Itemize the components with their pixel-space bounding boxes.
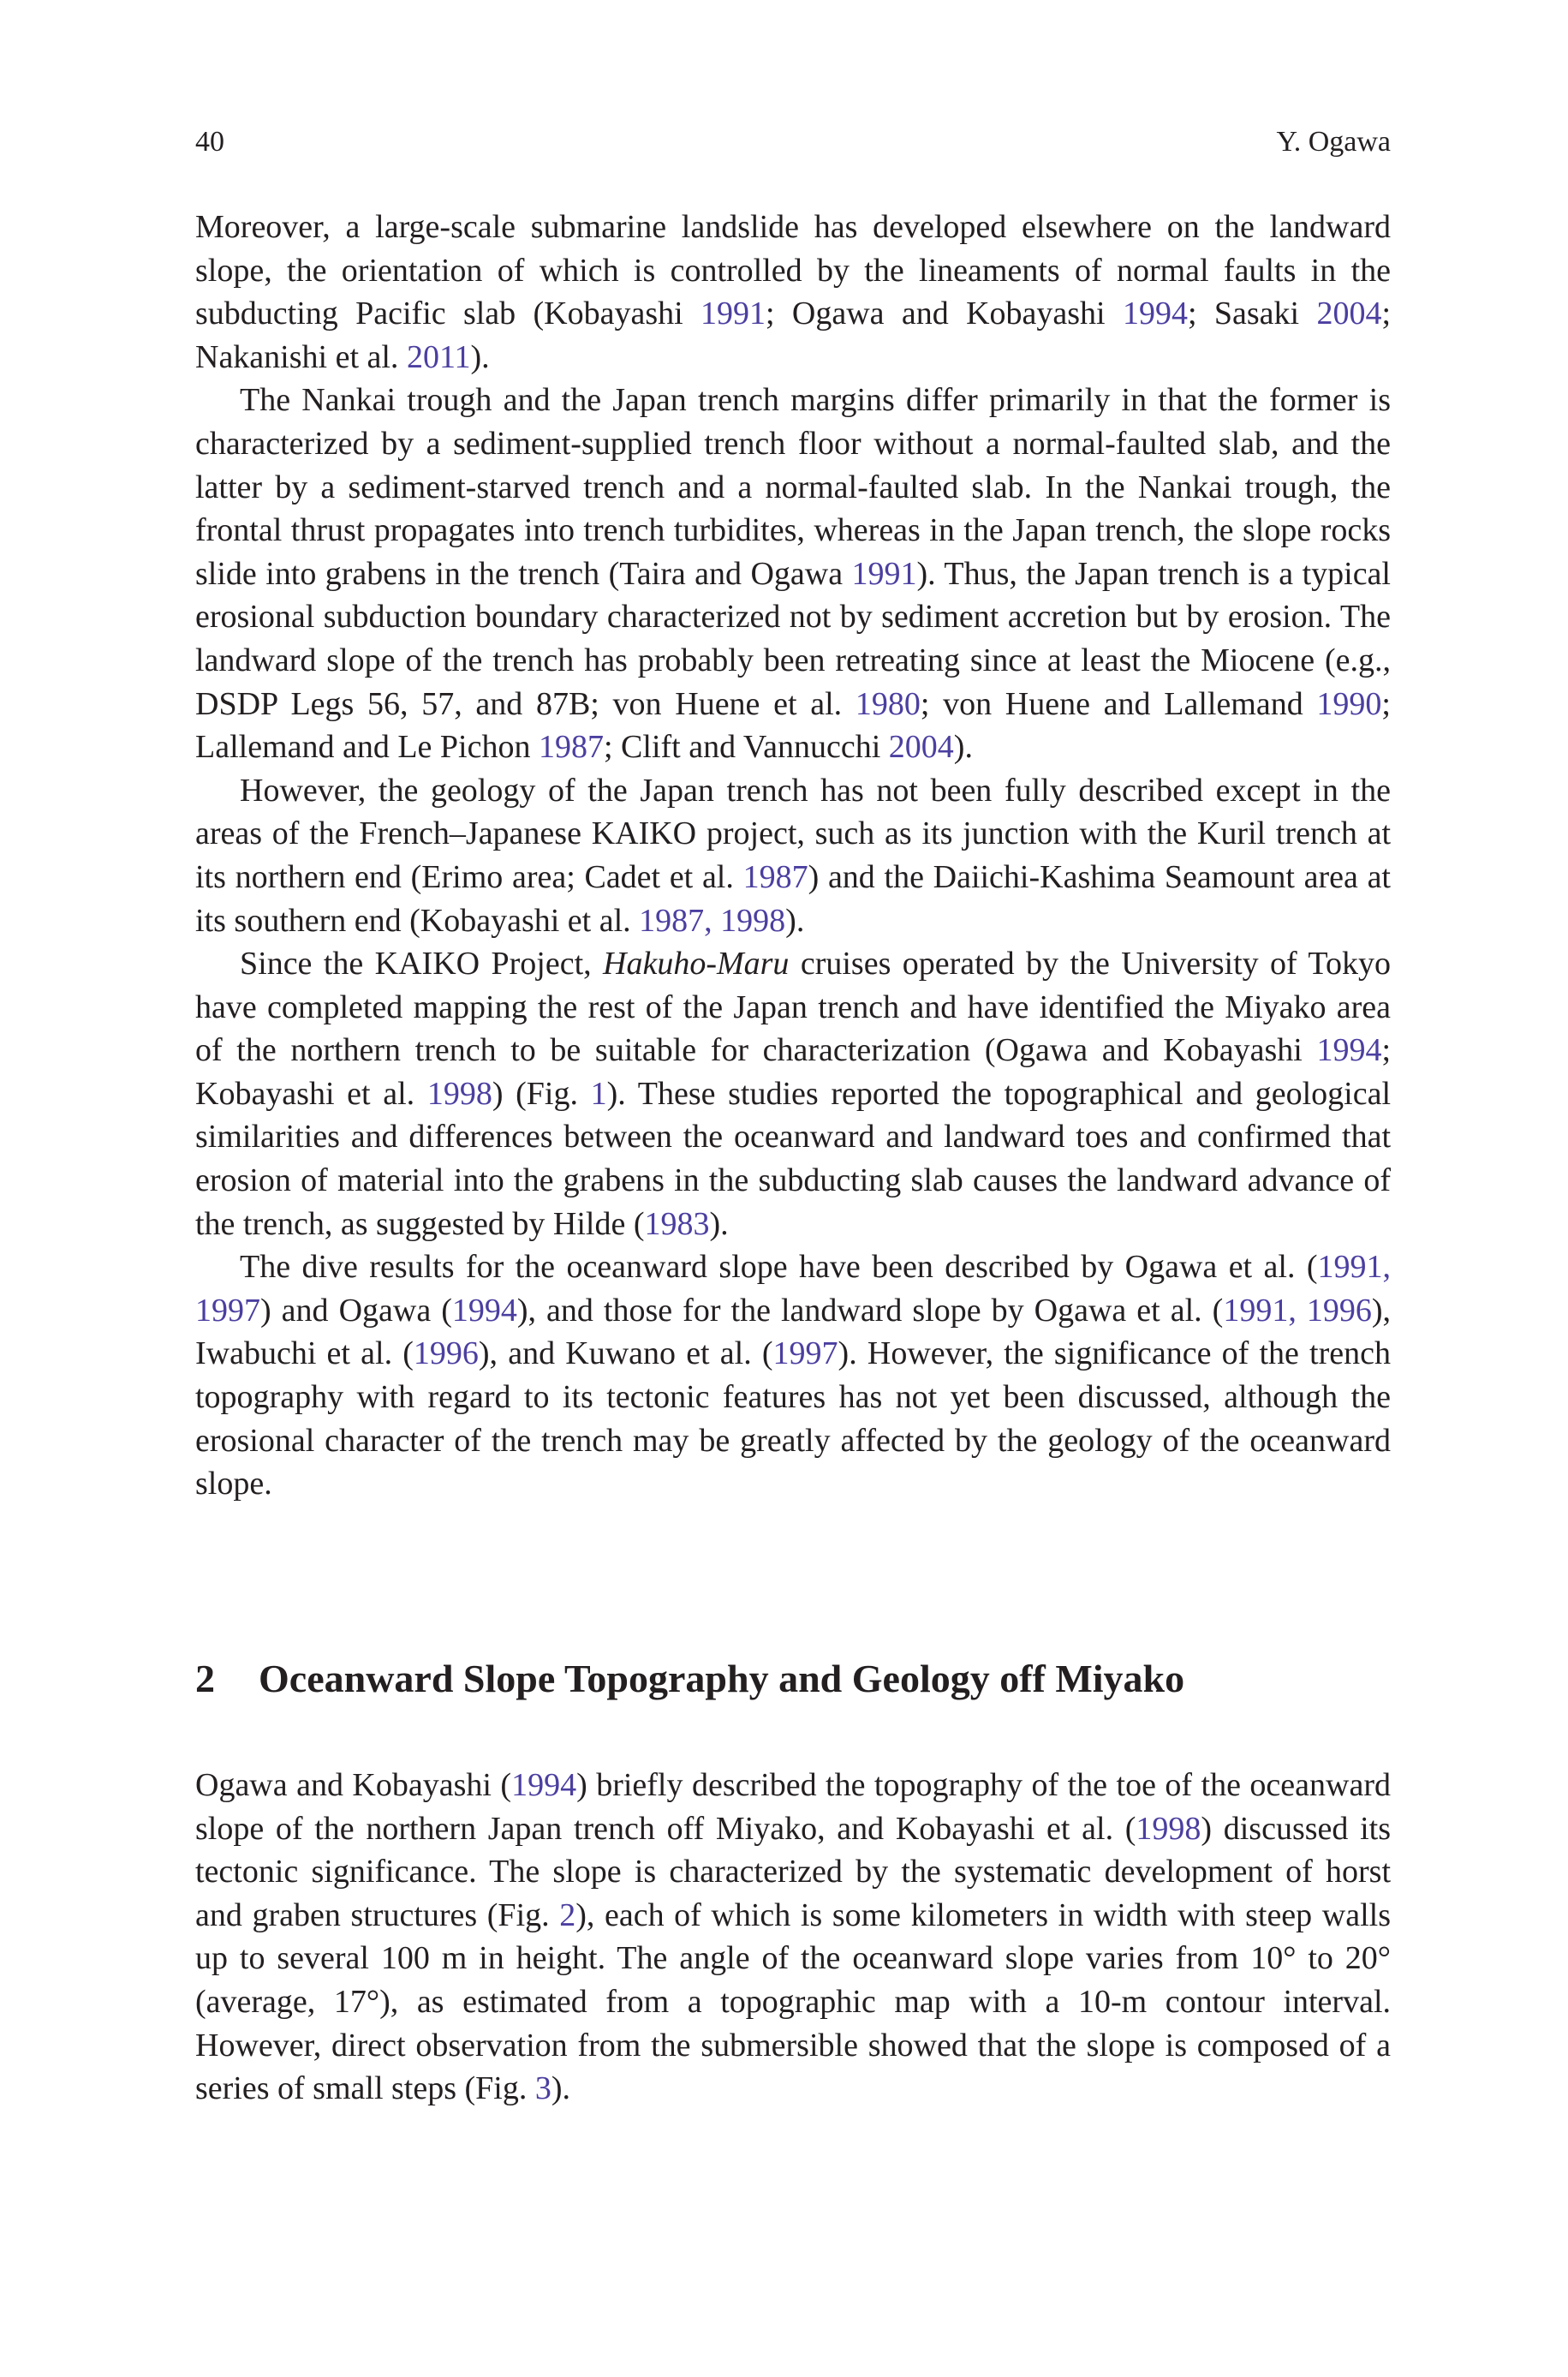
text-run: The dive results for the oceanward slope have been described by Ogawa et al. ( <box>240 1249 1318 1286</box>
citation-link[interactable]: 1987 <box>742 858 808 895</box>
citation-link[interactable]: 2004 <box>1316 296 1382 332</box>
text-run: ). <box>785 902 805 939</box>
citation-link[interactable]: 1998 <box>426 1075 492 1112</box>
page-number: 40 <box>195 126 224 158</box>
paragraph <box>195 1245 1391 1506</box>
text-run: ; von Huene and Lallemand <box>920 685 1317 722</box>
paragraph <box>195 206 1391 379</box>
citation-link[interactable]: 1987 <box>539 729 604 766</box>
text-run: ), Iwabuchi et al. ( <box>195 1292 1392 1372</box>
text-run: ) (Fig. <box>492 1075 591 1112</box>
text-run: ), each of which is some kilometers in width with steep walls up to several 100 m in height. The angle of the oceanward slope varies from 10° to 20° (average, 17°), as estimated from a topographic map with a 10-m contour interval. However, direct observation from the submersible showed that the slope is composed of a series of small steps (Fig. <box>195 1896 1391 2107</box>
citation-link[interactable]: 1983 <box>644 1205 710 1242</box>
citation-link[interactable]: 1994 <box>1316 1032 1382 1069</box>
body-text-section-2 <box>195 1764 1391 2111</box>
text-run: Since the KAIKO Project, <box>240 946 604 982</box>
text-run: ). However, the significance of the trench topography with regard to its tectonic features has not yet been discussed, although the erosional character of the trench may be greatly affected by the geology of the oceanward slope. <box>195 1335 1392 1502</box>
citation-link[interactable]: 2004 <box>888 729 954 766</box>
text-run: ) briefly described the topography of the toe of the oceanward slope of the northern Japan trench off Miyako, and Kobayashi et al. ( <box>195 1767 1391 1847</box>
italic-text: Hakuho-Maru <box>603 946 790 982</box>
citation-link[interactable]: 1991, 1997 <box>195 1249 1391 1329</box>
citation-link[interactable]: 2011 <box>406 338 471 375</box>
text-run: ). <box>551 2070 571 2107</box>
citation-link[interactable]: 1994 <box>511 1767 577 1803</box>
text-run: ) and the Daiichi-Kashima Seamount area at its southern end (Kobayashi et al. <box>195 858 1391 939</box>
text-run: ). <box>953 729 973 766</box>
section-title: Oceanward Slope Topography and Geology off Miyako <box>259 1657 1185 1700</box>
text-run: ) discussed its tectonic significance. The slope is characterized by the systematic development of horst and graben structures (Fig. <box>195 1810 1391 1933</box>
text-run: ; Nakanishi et al. <box>195 296 1391 375</box>
text-run: ), and those for the landward slope by Ogawa et al. ( <box>516 1292 1224 1329</box>
text-run: Moreover, a large-scale submarine landslide has developed elsewhere on the landward slope, the orientation of which is controlled by the lineaments of normal faults in the subducting Pacific slab (Kobayashi <box>195 209 1391 332</box>
paragraph <box>195 769 1391 942</box>
text-run: ). <box>470 338 490 375</box>
citation-link[interactable]: 1996 <box>413 1335 479 1372</box>
citation-link[interactable]: 1991, 1996 <box>1223 1292 1372 1329</box>
citation-link[interactable]: 1998 <box>1136 1810 1201 1847</box>
text-run: cruises operated by the University of Tokyo have completed mapping the rest of the Japan trench and have identified the Miyako area of the northern trench to be suitable for characterization (Ogawa and Kobayashi <box>195 946 1391 1069</box>
text-run: ; Kobayashi et al. <box>195 1032 1391 1112</box>
text-run: ; Clift and Vannucchi <box>604 729 889 766</box>
text-run: ) and Ogawa ( <box>260 1292 452 1329</box>
citation-link[interactable]: 3 <box>534 2070 551 2107</box>
citation-link[interactable]: 1990 <box>1316 685 1382 722</box>
citation-link[interactable]: 1980 <box>855 685 921 722</box>
paragraph <box>195 942 1391 1245</box>
body-text-section-1 <box>195 206 1391 1506</box>
text-run: ). Thus, the Japan trench is a typical erosional subduction boundary characterized not by sediment accretion but by erosion. The landward slope of the trench has probably been retreating since at least the Miocene (e.g., DSDP Legs 56, 57, and 87B; von Huene et al. <box>195 555 1391 722</box>
running-head-author: Y. Ogawa <box>1276 126 1391 158</box>
text-run: ). These studies reported the topographical and geological similarities and differences between the oceanward and landward toes and confirmed that erosion of material into the grabens in the subducting slab causes the landward advance of the trench, as suggested by Hilde ( <box>195 1075 1392 1242</box>
citation-link[interactable]: 1991 <box>851 555 917 592</box>
section-heading <box>195 1655 1391 1703</box>
citation-link[interactable]: 1987, 1998 <box>639 902 786 939</box>
text-run: ), and Kuwano et al. ( <box>478 1335 773 1372</box>
text-run: The Nankai trough and the Japan trench margins differ primarily in that the former is characterized by a sediment-supplied trench floor without a normal-faulted slab, and the latter by a sediment-starved trench and a normal-faulted slab. In the Nankai trough, the frontal thrust propagates into trench turbidites, whereas in the Japan trench, the slope rocks slide into grabens in the trench (Taira and Ogawa <box>195 382 1391 592</box>
text-run: ; Ogawa and Kobayashi <box>766 296 1123 332</box>
citation-link[interactable]: 1994 <box>451 1292 517 1329</box>
citation-link[interactable]: 1991 <box>701 296 766 332</box>
text-run: ). <box>709 1205 729 1242</box>
section-number: 2 <box>195 1657 215 1700</box>
text-run: ; Lallemand and Le Pichon <box>195 685 1391 766</box>
citation-link[interactable]: 1994 <box>1122 296 1188 332</box>
paragraph <box>195 379 1391 768</box>
text-run: Ogawa and Kobayashi ( <box>195 1767 512 1803</box>
paragraph <box>195 1764 1391 2111</box>
text-run: ; Sasaki <box>1187 296 1317 332</box>
citation-link[interactable]: 2 <box>559 1896 576 1933</box>
citation-link[interactable]: 1997 <box>772 1335 838 1372</box>
text-run: However, the geology of the Japan trench has not been fully described except in the areas of the French–Japanese KAIKO project, such as its junction with the Kuril trench at its northern end (Erimo area; Cadet et al. <box>195 772 1391 895</box>
citation-link[interactable]: 1 <box>590 1075 607 1112</box>
